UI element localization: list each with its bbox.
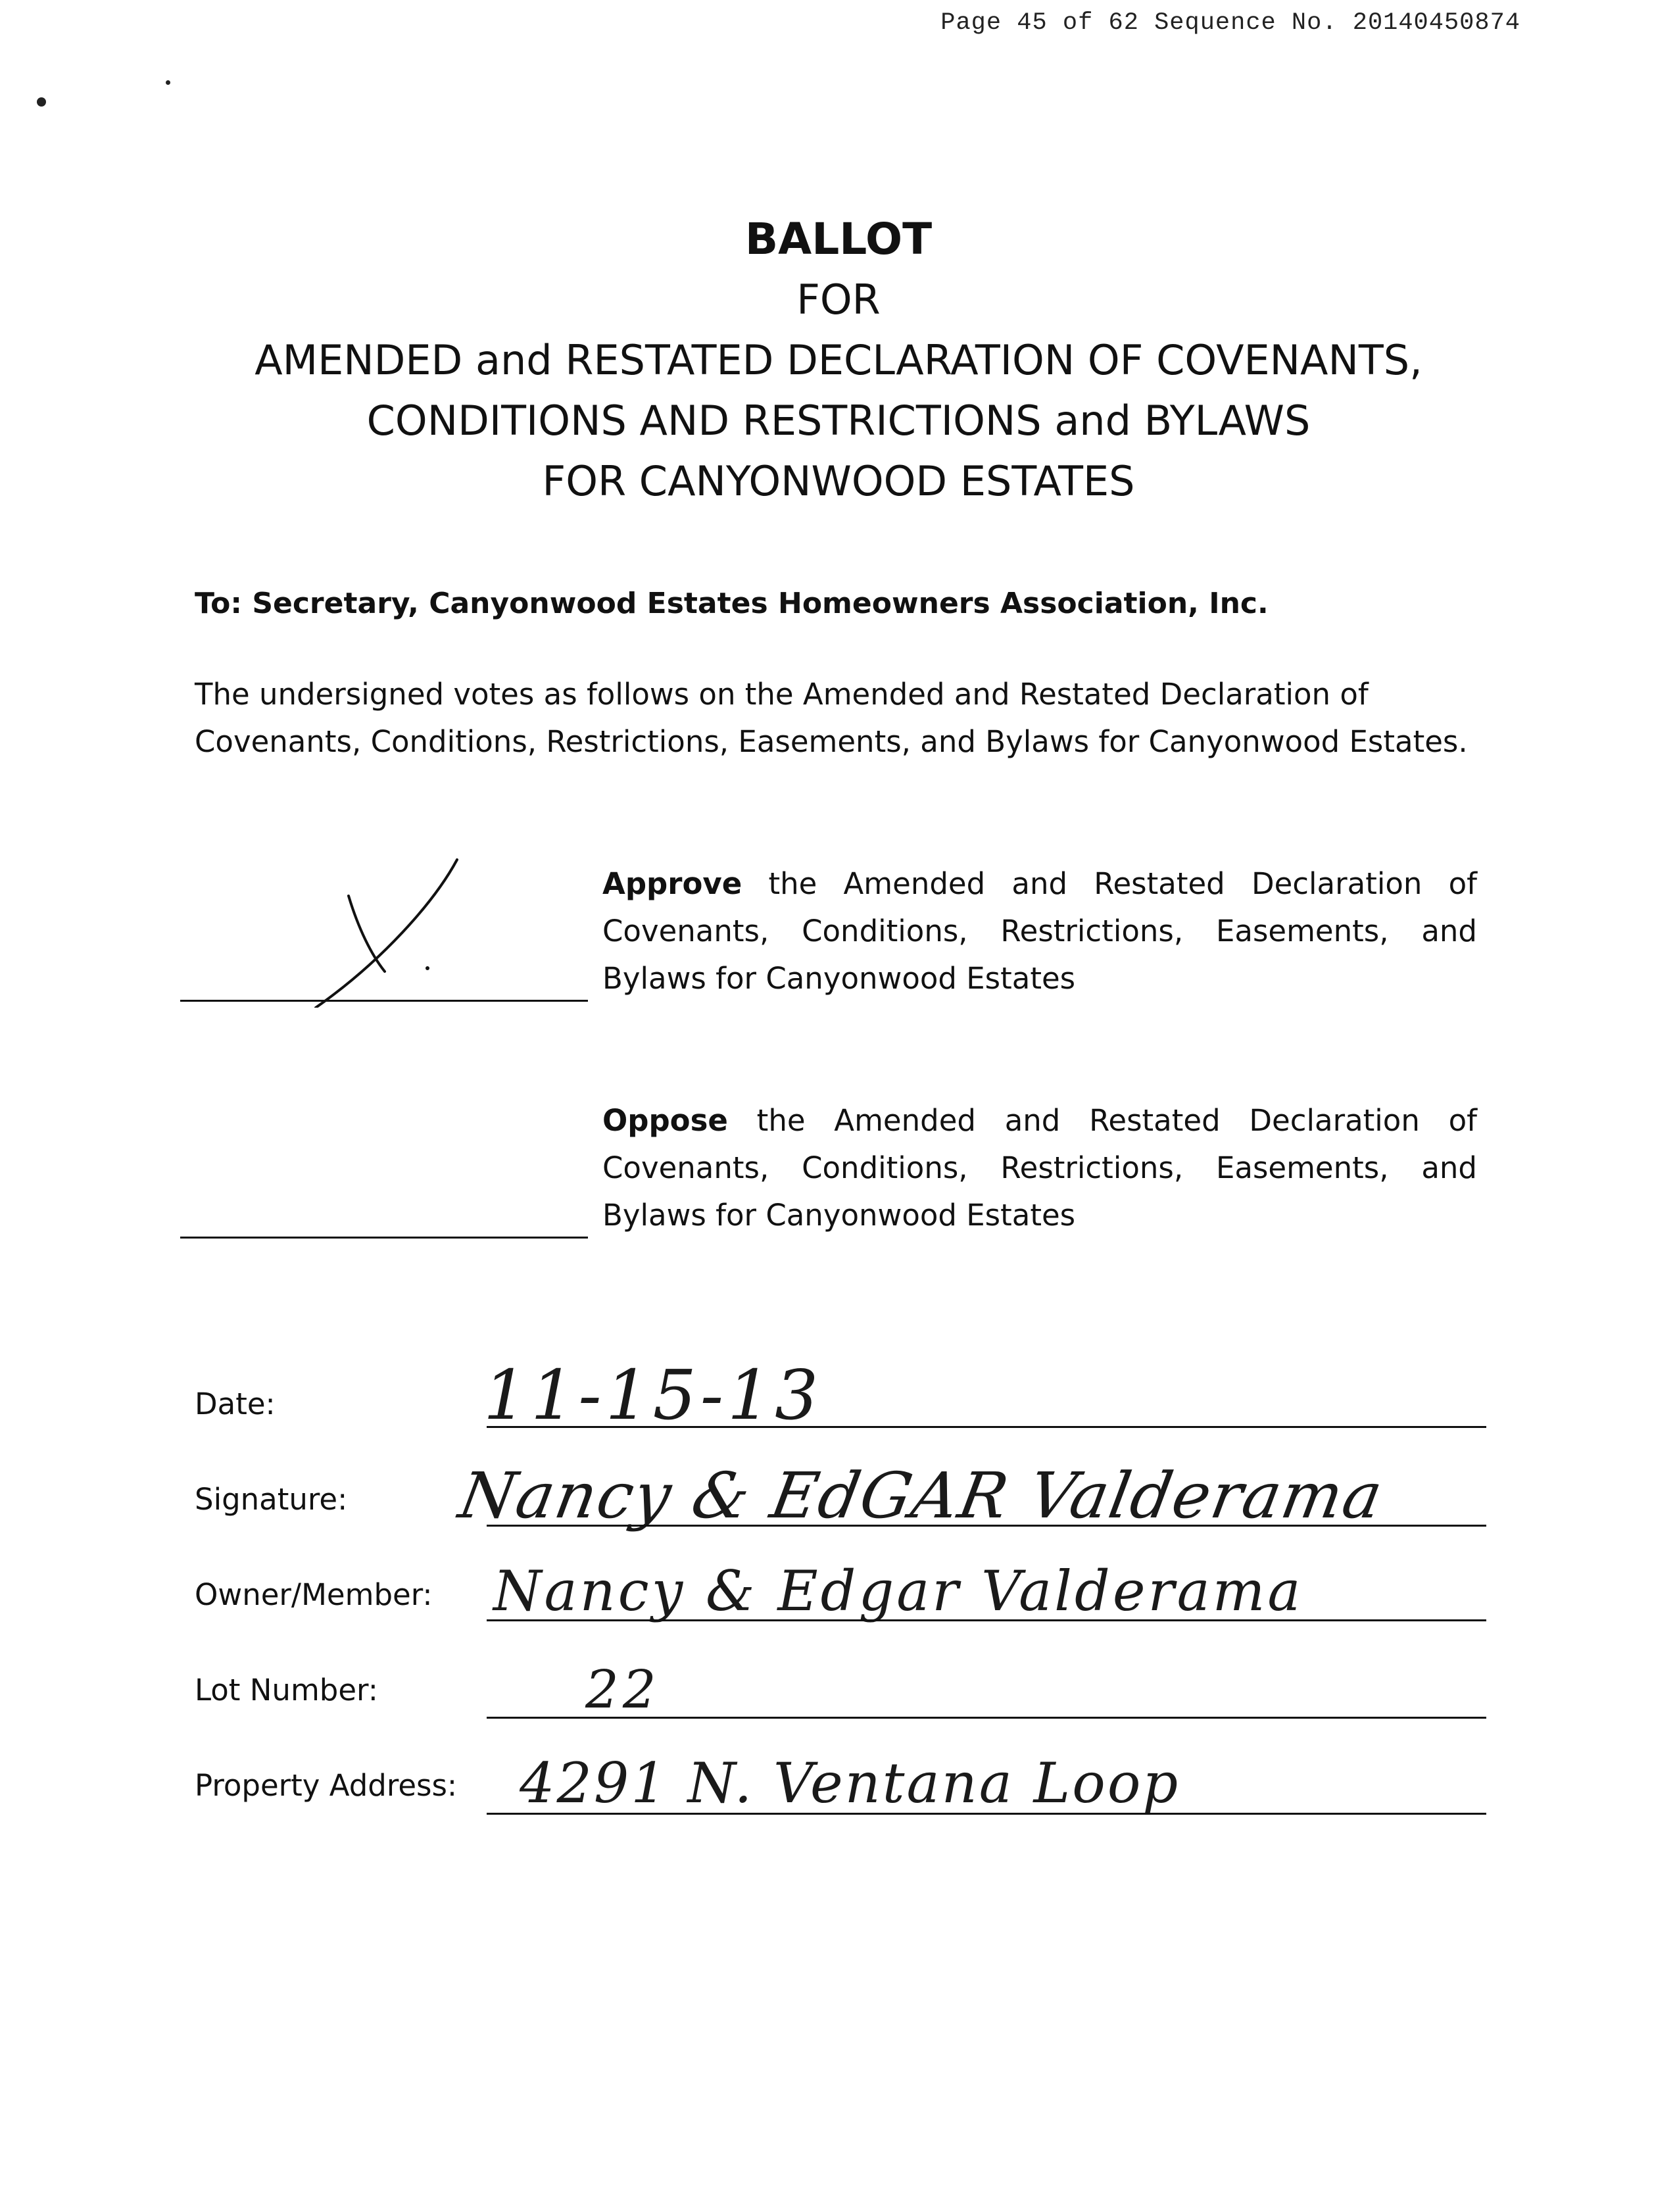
owner-member-label: Owner/Member:	[195, 1577, 433, 1612]
approve-check-mark	[309, 856, 480, 1008]
signature-field-line[interactable]	[487, 1525, 1486, 1527]
lot-number-field-line[interactable]	[487, 1717, 1486, 1719]
scan-speck	[166, 80, 170, 85]
ballot-title	[0, 209, 1677, 512]
addressee: To: Secretary, Canyonwood Estates Homeowners Association, Inc.	[195, 587, 1269, 620]
property-address-label: Property Address:	[195, 1768, 458, 1803]
owner-member-value: Nancy & Edgar Valderama	[493, 1559, 1303, 1623]
date-label: Date:	[195, 1387, 276, 1421]
lot-number-value: 22	[585, 1659, 660, 1720]
title-line-3: CONDITIONS AND RESTRICTIONS and BYLAWS	[366, 397, 1311, 445]
title-line-2: AMENDED and RESTATED DECLARATION OF COVENANTS,	[255, 336, 1422, 384]
date-value: 11-15-13	[483, 1355, 823, 1435]
oppose-option-text	[602, 1097, 1477, 1239]
title-line-4: FOR CANYONWOOD ESTATES	[542, 457, 1135, 505]
approve-description: the Amended and Restated Declaration of Covenants, Conditions, Restrictions, Easements, and Bylaws for Canyonwood Estates	[602, 866, 1477, 996]
signature-label: Signature:	[195, 1482, 348, 1517]
date-field-line[interactable]	[487, 1426, 1486, 1428]
lot-number-label: Lot Number:	[195, 1673, 378, 1708]
oppose-mark-line[interactable]	[180, 1237, 588, 1239]
intro-paragraph: The undersigned votes as follows on the Amended and Restated Declaration of Covenants, Conditions, Restrictions, Easements, and Bylaws for Canyonwood Estates.	[195, 677, 1468, 759]
approve-keyword: Approve	[602, 866, 742, 901]
ballot-heading: BALLOT	[744, 214, 933, 264]
page-sequence-stamp: Page 45 of 62 Sequence No. 20140450874	[940, 9, 1520, 37]
approve-option-text	[602, 860, 1477, 1002]
signature-value: Nancy & EdGAR Valderama	[454, 1459, 1389, 1533]
property-address-field-line[interactable]	[487, 1813, 1486, 1815]
approve-mark-line[interactable]	[180, 1000, 588, 1002]
title-line-1: FOR	[796, 276, 881, 324]
oppose-keyword: Oppose	[602, 1103, 728, 1138]
oppose-description: the Amended and Restated Declaration of Covenants, Conditions, Restrictions, Easements, and Bylaws for Canyonwood Estates	[602, 1103, 1477, 1233]
owner-member-field-line[interactable]	[487, 1619, 1486, 1621]
scan-speck	[37, 97, 46, 107]
property-address-value: 4291 N. Ventana Loop	[520, 1751, 1180, 1815]
